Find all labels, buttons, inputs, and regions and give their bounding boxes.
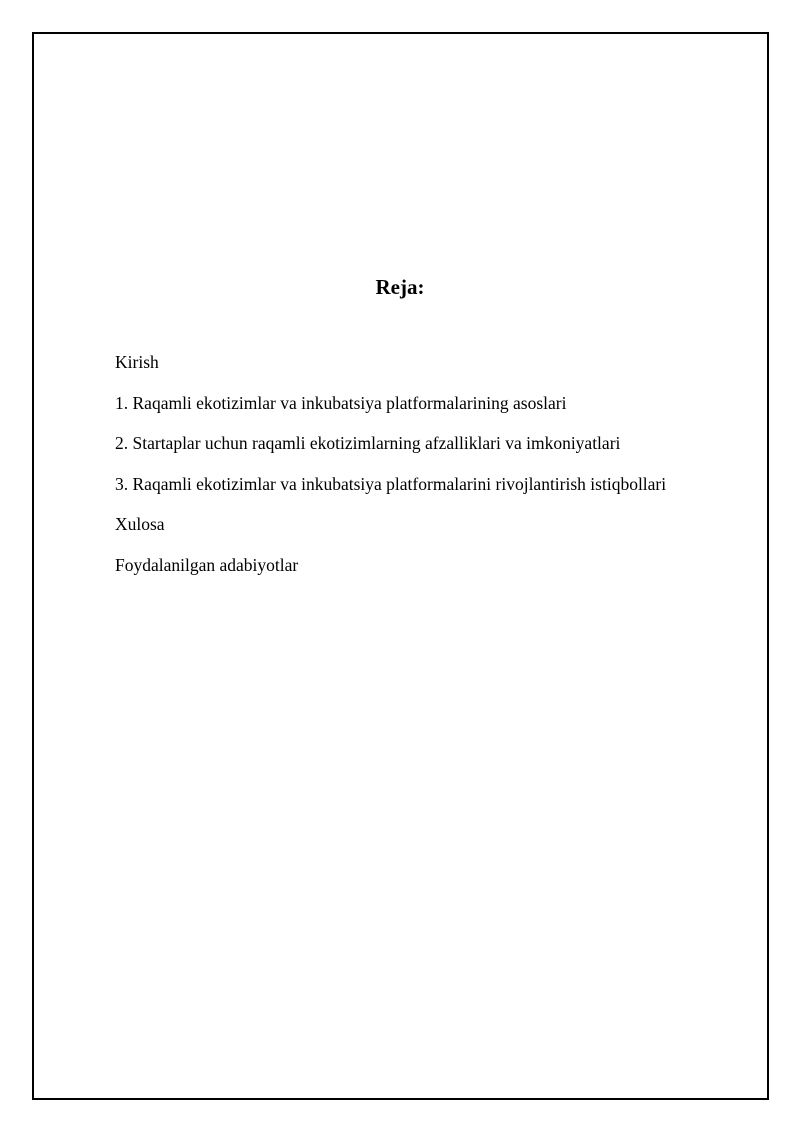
toc-item-introduction: Kirish — [115, 352, 159, 372]
table-of-contents — [115, 350, 666, 593]
page-title: Reja: — [375, 275, 425, 299]
toc-item-chapter-3: 3. Raqamli ekotizimlar va inkubatsiya platformalarini rivojlantirish istiqbollari — [115, 473, 667, 494]
toc-item-chapter-1: 1. Raqamli ekotizimlar va inkubatsiya platformalarining asoslari — [115, 392, 567, 413]
toc-item-chapter-2: 2. Startaplar uchun raqamli ekotizimlarning afzalliklari va imkoniyatlari — [115, 433, 621, 453]
toc-item-conclusion: Xulosa — [115, 514, 165, 534]
toc-item-references: Foydalanilgan adabiyotlar — [115, 554, 299, 575]
